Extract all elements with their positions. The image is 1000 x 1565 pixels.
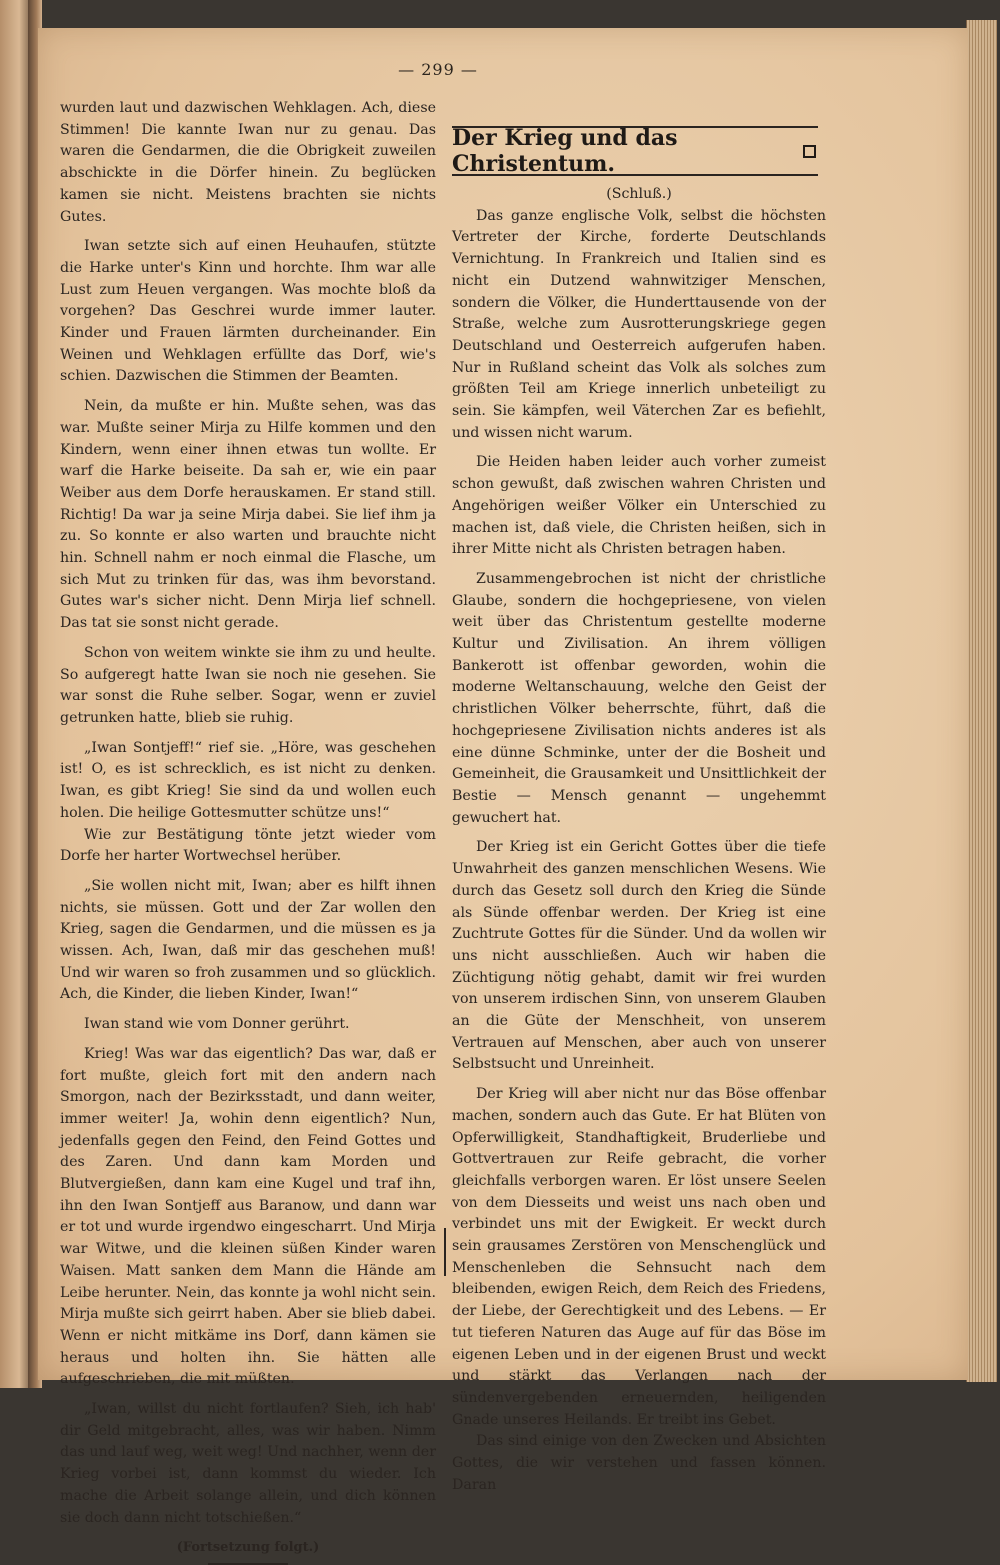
right-paragraph-1: Das ganze englische Volk, selbst die höchsten Vertreter der Kirche, forderte Deutschlands Vernichtung. In Frankreich und Italien sind es nicht ein Dutzend wahnwitziger Menschen, sondern die Völker, die Hunderttausende von der Straße, welche zum Ausrotterungskriege gegen Deutschland und Oesterreich aufgerufen haben. Nur in Rußland scheint das Volk als solches zum größten Teil am Kriege innerlich unbeteiligt zu sein. Sie kämpfen, weil Väterchen Zar es befiehlt, und wissen nicht warum. xyxy=(452,207,826,441)
page-number: — 299 — xyxy=(398,60,478,79)
right-paragraph-3: Zusammengebrochen ist nicht der christliche Glaube, sondern die hochgepriesene, von vielen weit über das Christentum gestellte moderne Kultur und Zivilisation. An ihrem völligen Bankerott ist offenbar geworden, wohin die moderne Weltanschauung, welche den Geist der christlichen Völker beherrschte, führt, daß die hochgepriesene Zivilisation nichts anderes ist als eine dünne Schminke, unter der die Bosheit und Gemeinheit, die Grausamkeit und Unsittlichkeit der Bestie — Mensch genannt — ungehemmt gewuchert hat. xyxy=(452,570,826,826)
right-paragraph-2: Die Heiden haben leider auch vorher zumeist schon gewußt, daß zwischen wahren Christen und Angehörigen weißer Völker ein Unterschied zu machen ist, daß viele, die Christen heißen, sich in ihrer Mitte nicht als Christen betragen haben. xyxy=(452,454,826,558)
left-paragraph-10: „Iwan, willst du nicht fortlaufen? Sieh, ich hab' dir Geld mitgebracht, alles, was wir haben. Nimm das und lauf weg, weit weg! Und nachher, wenn der Krieg vorbei ist, dann kommst du wieder. Ich mache die Arbeit solange allein, und dich können sie doch dann nicht totschießen.“ xyxy=(60,1401,436,1526)
square-ornament-icon xyxy=(803,145,816,158)
right-paragraph-5: Der Krieg will aber nicht nur das Böse offenbar machen, sondern auch das Gute. Er hat Blüten von Opferwilligkeit, Standhaftigkeit, Bruderliebe und Gottvertrauen zur Reife gebracht, die vorher gleichfalls verborgen waren. Er löst unsere Seelen von dem Diesseits und weist uns nach oben und verbindet uns mit der Ewigkeit. Er weckt durch sein grausames Zerstören von Menschenglück und Menschenleben die Sehnsucht nach dem bleibenden, ewigen Reich, dem Reich des Friedens, der Liebe, der Gerechtigkeit und des Lebens. — Er tut tieferen Naturen das Auge auf für das Böse im eigenen Leben und in der eigenen Brust und weckt und stärkt das Verlangen nach der sündenvergebenden erneuernden, heiligenden Gnade unseres Heilands. Er treibt ins Gebet. xyxy=(452,1086,826,1428)
left-paragraph-8: Iwan stand wie vom Donner gerührt. xyxy=(84,1016,350,1033)
left-paragraph-4: Schon von weitem winkte sie ihm zu und heulte. So aufgeregt hatte Iwan sie noch nie gesehen. Sie war sonst die Ruhe selber. Sogar, wenn er zuviel getrunken hatte, blieb sie ruhig. xyxy=(60,644,436,726)
column-divider-rule xyxy=(444,1228,446,1276)
left-column xyxy=(60,98,436,1565)
left-paragraph-9: Krieg! Was war das eigentlich? Das war, daß er fort mußte, gleich fort mit den andern nach Smorgon, nach der Bezirksstadt, und dann weiter, immer weiter! Ja, wohin denn eigentlich? Nun, jedenfalls gegen den Feind, den Feind Gottes und des Zaren. Und dann kam Morden und Blutvergießen, dann kam eine Kugel und traf ihn, ihn den Iwan Sontjeff aus Baranow, und dann war er tot und wurde irgendwo eingescharrt. Und Mirja war Witwe, und die kleinen süßen Kinder waren Waisen. Matt sanken dem Mann die Hände am Leibe herunter. Nein, das konnte ja wohl nicht sein. Mirja mußte sich geirrt haben. Aber sie blieb dabei. Wenn er nicht mitkäme ins Dorf, dann kämen sie heraus und holten ihn. Sie hätten alle aufgeschrieben, die mit müßten. xyxy=(60,1045,436,1388)
left-paragraph-2: Iwan setzte sich auf einen Heuhaufen, stützte die Harke unter's Kinn und horchte. Ihm war alle Lust zum Heuen vergangen. Was mochte bloß da vorgehen? Das Geschrei wurde immer lauter. Kinder und Frauen lärmten durcheinander. Ein Weinen und Wehklagen erfüllte das Dorf, wie's schien. Dazwischen die Stimmen der Beamten. xyxy=(60,238,436,385)
continuation-note: (Fortsetzung folgt.) xyxy=(176,1540,320,1556)
right-column xyxy=(452,178,826,1496)
left-paragraph-5: „Iwan Sontjeff!“ rief sie. „Höre, was geschehen ist! O, es ist schrecklich, es ist nicht zu denken. Iwan, es gibt Krieg! Sie sind da und wollen euch holen. Die heilige Gottesmutter schütze uns!“ xyxy=(60,739,436,821)
right-paragraph-4: Der Krieg ist ein Gericht Gottes über die tiefe Unwahrheit des ganzen menschlichen Wesens. Wie durch das Gesetz soll durch den Krieg die Sünde als Sünde offenbar werden. Der Krieg ist eine Zuchtrute Gottes für die Sünder. Und da wollen wir uns nicht ausschließen. Auch wir haben die Züchtigung nötig gehabt, damit wir frei wurden von unserem irdischen Sinn, von unserem Glauben an die Güte der Menschheit, von unserem Vertrauen auf Menschen, aber auch von unserer Selbstsucht und Unreinheit. xyxy=(452,839,826,1073)
article-subtitle: (Schluß.) xyxy=(606,186,672,202)
right-paragraph-6: Das sind einige von den Zwecken und Absichten Gottes, die wir verstehen und fassen können. Daran xyxy=(452,1433,826,1493)
left-paragraph-1: wurden laut und dazwischen Wehklagen. Ach, diese Stimmen! Die kannte Iwan nur zu genau. Das waren die Gendarmen, die die Obrigkeit zuweilen abschickte in die Dörfer hinein. Zu beglücken kamen sie nicht. Meistens brachten sie nichts Gutes. xyxy=(60,100,436,225)
article-title-box xyxy=(452,126,818,176)
left-paragraph-6: Wie zur Bestätigung tönte jetzt wieder vom Dorfe her harter Wortwechsel herüber. xyxy=(60,826,436,865)
article-title: Der Krieg und das Christentum. xyxy=(452,125,678,177)
left-paragraph-7: „Sie wollen nicht mit, Iwan; aber es hilft ihnen nichts, sie müssen. Gott und der Zar wollen den Krieg, sagen die Gendarmen, und die müssen es ja wissen. Ach, Iwan, daß mir das geschehen muß! Und wir waren so froh zusammen und so glücklich. Ach, die Kinder, die lieben Kinder, Iwan!“ xyxy=(60,877,436,1003)
page-stack-edges xyxy=(966,20,997,1382)
left-paragraph-3: Nein, da mußte er hin. Mußte sehen, was das war. Mußte seiner Mirja zu Hilfe kommen und den Kindern, wenn einer ihnen etwas tun wollte. Er warf die Harke beiseite. Da sah er, wie ein paar Weiber aus dem Dorfe herauskamen. Er stand still. Richtig! Da war ja seine Mirja dabei. Sie lief ihm ja zu. So konnte er also warten und brauchte nicht hin. Schnell nahm er noch einmal die Flasche, um sich Mut zu trinken für das, was ihm bevorstand. Gutes war's sicher nicht. Denn Mirja lief schnell. Das tat sie sonst nicht gerade. xyxy=(60,398,436,632)
